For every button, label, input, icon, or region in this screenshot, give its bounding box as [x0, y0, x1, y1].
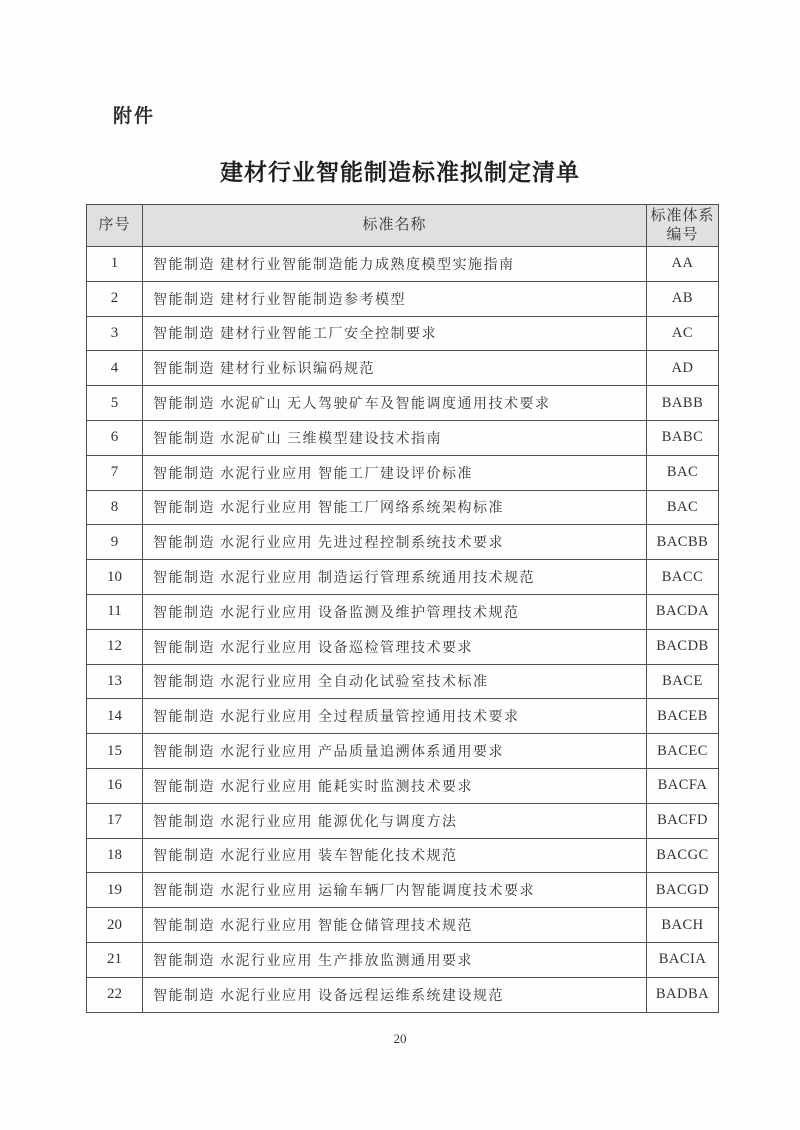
table-row [87, 699, 719, 734]
table-body [87, 247, 719, 1013]
standard-name-cell: 智能制造 水泥行业应用 全自动化试验室技术标准 [143, 664, 647, 699]
standard-code-cell: BACGC [647, 838, 719, 873]
row-number-cell: 9 [87, 525, 143, 560]
table-row [87, 594, 719, 629]
standard-name-cell: 智能制造 建材行业智能制造参考模型 [143, 281, 647, 316]
standard-name-cell: 智能制造 水泥行业应用 智能工厂网络系统架构标准 [143, 490, 647, 525]
row-number-cell: 21 [87, 942, 143, 977]
standard-name-cell: 智能制造 水泥行业应用 设备巡检管理技术要求 [143, 629, 647, 664]
row-number-cell: 18 [87, 838, 143, 873]
column-header-code-line2: 编号 [666, 226, 699, 243]
table-row [87, 629, 719, 664]
row-number-cell: 17 [87, 803, 143, 838]
table-row [87, 664, 719, 699]
row-number-cell: 3 [87, 316, 143, 351]
standard-code-cell: AC [647, 316, 719, 351]
table-row [87, 351, 719, 386]
row-number-cell: 13 [87, 664, 143, 699]
row-number-cell: 20 [87, 908, 143, 943]
column-header-code-line1: 标准体系 [650, 207, 715, 224]
row-number-cell: 2 [87, 281, 143, 316]
standard-name-cell: 智能制造 水泥矿山 三维模型建设技术指南 [143, 420, 647, 455]
table-row [87, 942, 719, 977]
standard-name-cell: 智能制造 水泥行业应用 智能仓储管理技术规范 [143, 908, 647, 943]
standard-code-cell: BACGD [647, 873, 719, 908]
standard-name-cell: 智能制造 水泥行业应用 装车智能化技术规范 [143, 838, 647, 873]
page-number: 20 [393, 1031, 407, 1046]
standard-name-cell: 智能制造 水泥行业应用 能源优化与调度方法 [143, 803, 647, 838]
table-row [87, 247, 719, 282]
standards-table [86, 204, 719, 1013]
row-number-cell: 6 [87, 420, 143, 455]
column-header-code [647, 205, 719, 247]
table-row [87, 977, 719, 1012]
row-number-cell: 11 [87, 594, 143, 629]
standard-code-cell: BAC [647, 455, 719, 490]
row-number-cell: 1 [87, 247, 143, 282]
row-number-cell: 12 [87, 629, 143, 664]
table-row [87, 768, 719, 803]
standard-name-cell: 智能制造 水泥行业应用 设备监测及维护管理技术规范 [143, 594, 647, 629]
table-row [87, 838, 719, 873]
table-row [87, 908, 719, 943]
table-row [87, 560, 719, 595]
standard-code-cell: BACBB [647, 525, 719, 560]
standard-code-cell: AB [647, 281, 719, 316]
table-header [87, 205, 719, 247]
standard-name-cell: 智能制造 水泥行业应用 制造运行管理系统通用技术规范 [143, 560, 647, 595]
standard-name-cell: 智能制造 水泥矿山 无人驾驶矿车及智能调度通用技术要求 [143, 386, 647, 421]
table-header-row [87, 205, 719, 247]
standard-name-cell: 智能制造 水泥行业应用 生产排放监测通用要求 [143, 942, 647, 977]
row-number-cell: 15 [87, 734, 143, 769]
table-row [87, 455, 719, 490]
standard-code-cell: BACEC [647, 734, 719, 769]
table-row [87, 525, 719, 560]
row-number-cell: 4 [87, 351, 143, 386]
table-row [87, 490, 719, 525]
standard-code-cell: BACDA [647, 594, 719, 629]
column-header-name: 标准名称 [143, 205, 647, 247]
attachment-label: 附件 [113, 106, 156, 127]
standard-code-cell: BACIA [647, 942, 719, 977]
standard-name-cell: 智能制造 建材行业智能制造能力成熟度模型实施指南 [143, 247, 647, 282]
table-row [87, 873, 719, 908]
table-row [87, 803, 719, 838]
standard-name-cell: 智能制造 水泥行业应用 能耗实时监测技术要求 [143, 768, 647, 803]
standard-code-cell: BACH [647, 908, 719, 943]
standard-code-cell: BACEB [647, 699, 719, 734]
row-number-cell: 16 [87, 768, 143, 803]
table-row [87, 420, 719, 455]
page-title: 建材行业智能制造标准拟制定清单 [220, 159, 580, 185]
standard-name-cell: 智能制造 水泥行业应用 产品质量追溯体系通用要求 [143, 734, 647, 769]
standard-name-cell: 智能制造 建材行业标识编码规范 [143, 351, 647, 386]
standard-code-cell: BACE [647, 664, 719, 699]
row-number-cell: 5 [87, 386, 143, 421]
standard-code-cell: AD [647, 351, 719, 386]
standard-code-cell: BAC [647, 490, 719, 525]
standard-name-cell: 智能制造 水泥行业应用 运输车辆厂内智能调度技术要求 [143, 873, 647, 908]
row-number-cell: 10 [87, 560, 143, 595]
row-number-cell: 7 [87, 455, 143, 490]
standard-code-cell: BACFD [647, 803, 719, 838]
table-row [87, 281, 719, 316]
column-header-no: 序号 [87, 205, 143, 247]
row-number-cell: 14 [87, 699, 143, 734]
row-number-cell: 22 [87, 977, 143, 1012]
table-row [87, 316, 719, 351]
standard-name-cell: 智能制造 水泥行业应用 设备远程运维系统建设规范 [143, 977, 647, 1012]
row-number-cell: 8 [87, 490, 143, 525]
row-number-cell: 19 [87, 873, 143, 908]
standard-code-cell: AA [647, 247, 719, 282]
standard-code-cell: BABC [647, 420, 719, 455]
standard-code-cell: BACFA [647, 768, 719, 803]
standard-name-cell: 智能制造 水泥行业应用 先进过程控制系统技术要求 [143, 525, 647, 560]
standard-code-cell: BACDB [647, 629, 719, 664]
table-row [87, 734, 719, 769]
table-row [87, 386, 719, 421]
standard-code-cell: BADBA [647, 977, 719, 1012]
standard-name-cell: 智能制造 水泥行业应用 智能工厂建设评价标准 [143, 455, 647, 490]
standard-code-cell: BABB [647, 386, 719, 421]
standard-code-cell: BACC [647, 560, 719, 595]
standard-name-cell: 智能制造 建材行业智能工厂安全控制要求 [143, 316, 647, 351]
standard-name-cell: 智能制造 水泥行业应用 全过程质量管控通用技术要求 [143, 699, 647, 734]
